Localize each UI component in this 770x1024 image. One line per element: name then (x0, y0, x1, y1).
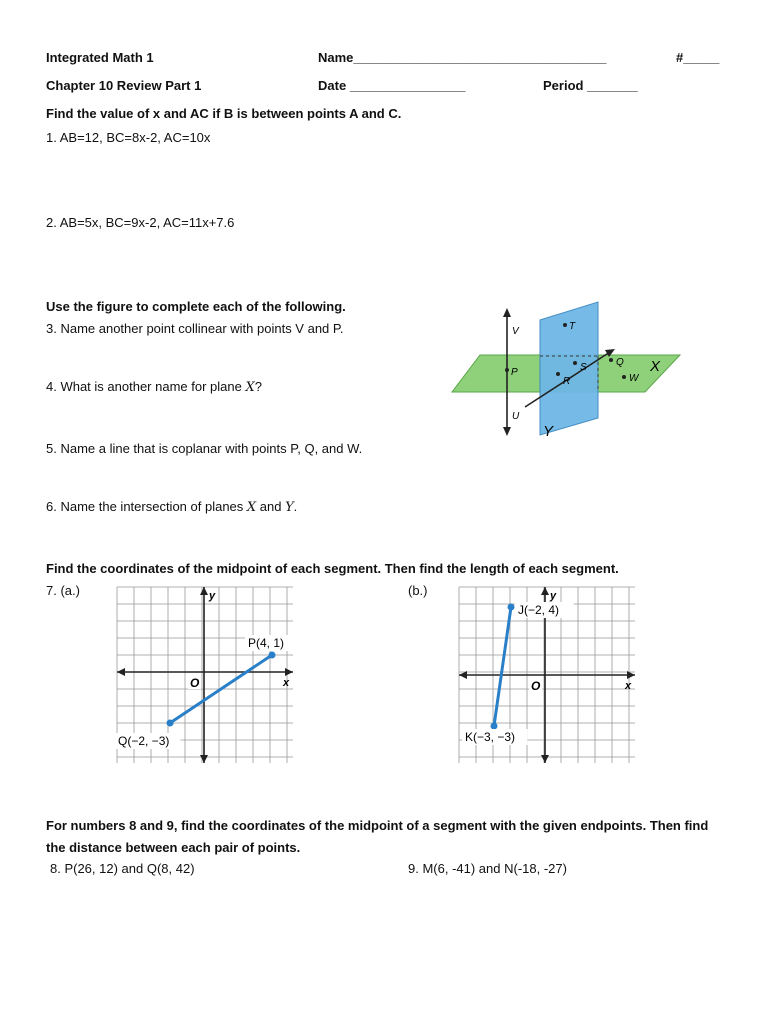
point-s (573, 361, 577, 365)
course-title: Integrated Math 1 (46, 50, 154, 65)
point-w (622, 375, 626, 379)
question-4 (46, 379, 262, 395)
label-v: V (512, 326, 519, 337)
segment-endpoint (269, 652, 276, 659)
label-plane-y: Y (543, 423, 554, 440)
question-6 (46, 499, 297, 515)
planes-figure (450, 290, 690, 440)
question-5: 5. Name a line that is coplanar with points P, Q, and W. (46, 441, 363, 456)
question-2: 2. AB=5x, BC=9x-2, AC=11x+7.6 (46, 215, 235, 230)
name-label: Name (318, 50, 354, 65)
section4-instruction-line2: the distance between each pair of points. (46, 840, 301, 855)
point-r (556, 372, 560, 376)
question-4-text: 4. What is another name for plane (46, 379, 246, 394)
label-u: U (512, 411, 520, 422)
x-axis-label: x (625, 680, 632, 692)
period-blank: _______ (587, 78, 638, 93)
section4-instruction-line1: For numbers 8 and 9, find the coordinates of the midpoint of a segment with the given endpoints. Then find (46, 818, 709, 833)
x-axis-label: x (283, 677, 290, 689)
chapter-title: Chapter 10 Review Part 1 (46, 78, 202, 93)
question-6-end: . (293, 499, 298, 514)
point-q (609, 358, 613, 362)
x-axis-arrow-icon (117, 668, 125, 676)
question-6-mid: and (256, 499, 286, 514)
label-point-j: J(−2, 4) (518, 603, 560, 617)
date-blank: ________________ (349, 78, 466, 93)
date-field[interactable] (318, 78, 466, 93)
label-point-p: P(4, 1) (248, 636, 285, 650)
section1-instruction: Find the value of x and AC if B is between points A and C. (46, 106, 402, 121)
label-q: Q (616, 357, 624, 368)
plane-y-symbol: Y (285, 500, 294, 515)
name-field[interactable] (318, 50, 606, 65)
segment-endpoint (167, 720, 174, 727)
label-point-q: Q(−2, −3) (118, 734, 170, 748)
plane-x-symbol: X (246, 500, 257, 515)
question-4-end: ? (254, 379, 262, 394)
number-field[interactable]: #_____ (676, 50, 720, 65)
y-axis-label: y (209, 590, 216, 602)
label-s: S (580, 362, 587, 373)
question-8: 8. P(26, 12) and Q(8, 42) (50, 861, 195, 876)
label-r: R (563, 376, 571, 387)
plane-x-symbol: X (245, 380, 255, 395)
label-t: T (569, 321, 576, 332)
y-axis-arrow-icon (541, 755, 549, 763)
graph-b (445, 585, 655, 770)
point-t (563, 323, 567, 327)
point-p (505, 368, 509, 372)
origin-label: O (190, 676, 200, 690)
section2-instruction: Use the figure to complete each of the following. (46, 299, 346, 314)
question-3: 3. Name another point collinear with points V and P. (46, 321, 344, 336)
segment (494, 607, 511, 726)
period-label: Period (543, 78, 584, 93)
y-axis-arrow-icon (541, 587, 549, 595)
question-9: 9. M(6, -41) and N(-18, -27) (408, 861, 567, 876)
question-7b-label: (b.) (408, 583, 428, 598)
question-1: 1. AB=12, BC=8x-2, AC=10x (46, 130, 211, 145)
label-p: P (511, 367, 518, 378)
y-axis-arrow-icon (200, 587, 208, 595)
graph-a (100, 585, 310, 770)
label-point-k: K(−3, −3) (465, 730, 516, 744)
y-axis-arrow-icon (200, 755, 208, 763)
section3-instruction: Find the coordinates of the midpoint of each segment. Then find the length of each segment. (46, 561, 619, 576)
origin-label: O (531, 679, 541, 693)
label-plane-x: X (650, 358, 661, 375)
segment-endpoint (508, 604, 515, 611)
period-field[interactable] (543, 78, 638, 93)
question-7a-label: 7. (a.) (46, 583, 80, 598)
label-w: W (629, 373, 639, 384)
question-6-text: 6. Name the intersection of planes (46, 499, 247, 514)
arrow-icon (503, 427, 511, 436)
segment-endpoint (491, 723, 498, 730)
name-blank: ___________________________________ (353, 50, 607, 65)
x-axis-arrow-icon (285, 668, 293, 676)
arrow-icon (503, 308, 511, 317)
date-label: Date (318, 78, 347, 93)
y-axis-label: y (550, 590, 557, 602)
